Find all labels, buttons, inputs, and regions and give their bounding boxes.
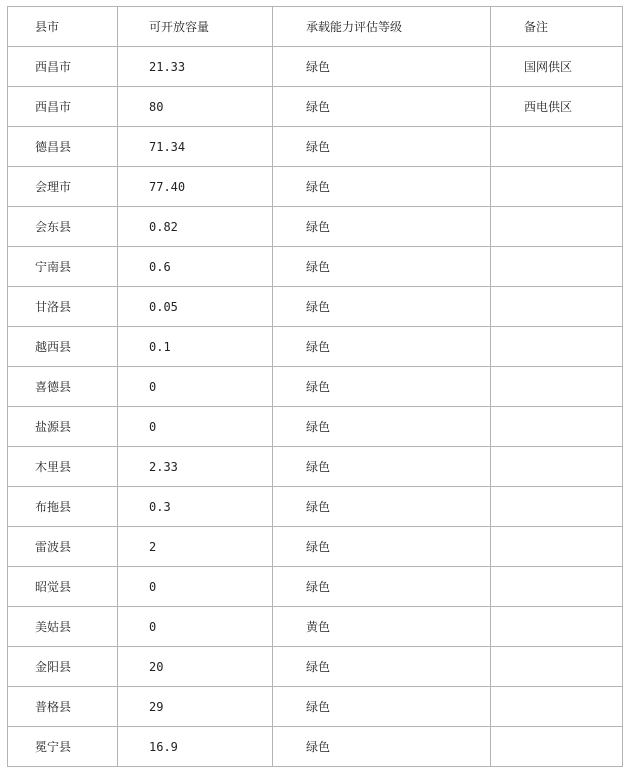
capacity-grade-cell: 绿色 [273, 47, 491, 87]
capacity-grade-cell: 绿色 [273, 167, 491, 207]
county-cell: 昭觉县 [8, 567, 118, 607]
open-capacity-cell: 29 [118, 687, 273, 727]
county-cell: 布拖县 [8, 487, 118, 527]
capacity-grade-cell: 绿色 [273, 647, 491, 687]
county-cell: 雷波县 [8, 527, 118, 567]
remarks-cell [491, 567, 623, 607]
table-row [8, 647, 623, 687]
county-cell: 冕宁县 [8, 727, 118, 767]
table-body [8, 7, 623, 767]
remarks-cell [491, 247, 623, 287]
remarks-cell: 国网供区 [491, 47, 623, 87]
table-row [8, 527, 623, 567]
capacity-grade-cell: 绿色 [273, 447, 491, 487]
header-open-capacity: 可开放容量 [118, 7, 273, 47]
open-capacity-cell: 0 [118, 407, 273, 447]
remarks-cell [491, 367, 623, 407]
open-capacity-cell: 71.34 [118, 127, 273, 167]
table-row [8, 727, 623, 767]
open-capacity-cell: 0.6 [118, 247, 273, 287]
header-capacity-grade: 承载能力评估等级 [273, 7, 491, 47]
table-header-row [8, 7, 623, 47]
remarks-cell [491, 327, 623, 367]
capacity-grade-cell: 绿色 [273, 207, 491, 247]
capacity-grade-cell: 绿色 [273, 367, 491, 407]
capacity-table [7, 6, 623, 767]
county-cell: 宁南县 [8, 247, 118, 287]
county-cell: 喜德县 [8, 367, 118, 407]
open-capacity-cell: 2.33 [118, 447, 273, 487]
capacity-grade-cell: 绿色 [273, 247, 491, 287]
capacity-grade-cell: 绿色 [273, 567, 491, 607]
remarks-cell [491, 207, 623, 247]
county-cell: 美姑县 [8, 607, 118, 647]
county-cell: 越西县 [8, 327, 118, 367]
county-cell: 盐源县 [8, 407, 118, 447]
county-cell: 西昌市 [8, 87, 118, 127]
county-cell: 木里县 [8, 447, 118, 487]
open-capacity-cell: 2 [118, 527, 273, 567]
open-capacity-cell: 0.3 [118, 487, 273, 527]
capacity-grade-cell: 绿色 [273, 527, 491, 567]
capacity-grade-cell: 绿色 [273, 487, 491, 527]
capacity-grade-cell: 绿色 [273, 327, 491, 367]
open-capacity-cell: 0 [118, 607, 273, 647]
table-row [8, 207, 623, 247]
remarks-cell [491, 127, 623, 167]
remarks-cell [491, 607, 623, 647]
remarks-cell: 西电供区 [491, 87, 623, 127]
open-capacity-cell: 0.1 [118, 327, 273, 367]
open-capacity-cell: 77.40 [118, 167, 273, 207]
county-cell: 会东县 [8, 207, 118, 247]
capacity-grade-cell: 绿色 [273, 287, 491, 327]
remarks-cell [491, 687, 623, 727]
county-cell: 普格县 [8, 687, 118, 727]
county-cell: 德昌县 [8, 127, 118, 167]
table-row [8, 327, 623, 367]
capacity-grade-cell: 绿色 [273, 727, 491, 767]
open-capacity-cell: 0 [118, 567, 273, 607]
remarks-cell [491, 527, 623, 567]
remarks-cell [491, 487, 623, 527]
table-row [8, 167, 623, 207]
capacity-grade-cell: 绿色 [273, 687, 491, 727]
table-row [8, 287, 623, 327]
remarks-cell [491, 167, 623, 207]
open-capacity-cell: 0.82 [118, 207, 273, 247]
open-capacity-cell: 20 [118, 647, 273, 687]
header-county: 县市 [8, 7, 118, 47]
county-cell: 金阳县 [8, 647, 118, 687]
table-row [8, 47, 623, 87]
table-row [8, 127, 623, 167]
remarks-cell [491, 407, 623, 447]
county-cell: 西昌市 [8, 47, 118, 87]
remarks-cell [491, 727, 623, 767]
table-row [8, 367, 623, 407]
table-row [8, 607, 623, 647]
table-row [8, 567, 623, 607]
county-cell: 甘洛县 [8, 287, 118, 327]
capacity-grade-cell: 黄色 [273, 607, 491, 647]
open-capacity-cell: 0.05 [118, 287, 273, 327]
table-row [8, 447, 623, 487]
table-row [8, 487, 623, 527]
remarks-cell [491, 287, 623, 327]
county-cell: 会理市 [8, 167, 118, 207]
capacity-grade-cell: 绿色 [273, 87, 491, 127]
remarks-cell [491, 447, 623, 487]
capacity-grade-cell: 绿色 [273, 127, 491, 167]
header-remarks: 备注 [491, 7, 623, 47]
open-capacity-cell: 80 [118, 87, 273, 127]
table-row [8, 247, 623, 287]
capacity-grade-cell: 绿色 [273, 407, 491, 447]
table-row [8, 407, 623, 447]
open-capacity-cell: 0 [118, 367, 273, 407]
open-capacity-cell: 16.9 [118, 727, 273, 767]
open-capacity-cell: 21.33 [118, 47, 273, 87]
remarks-cell [491, 647, 623, 687]
table-row [8, 87, 623, 127]
table-row [8, 687, 623, 727]
